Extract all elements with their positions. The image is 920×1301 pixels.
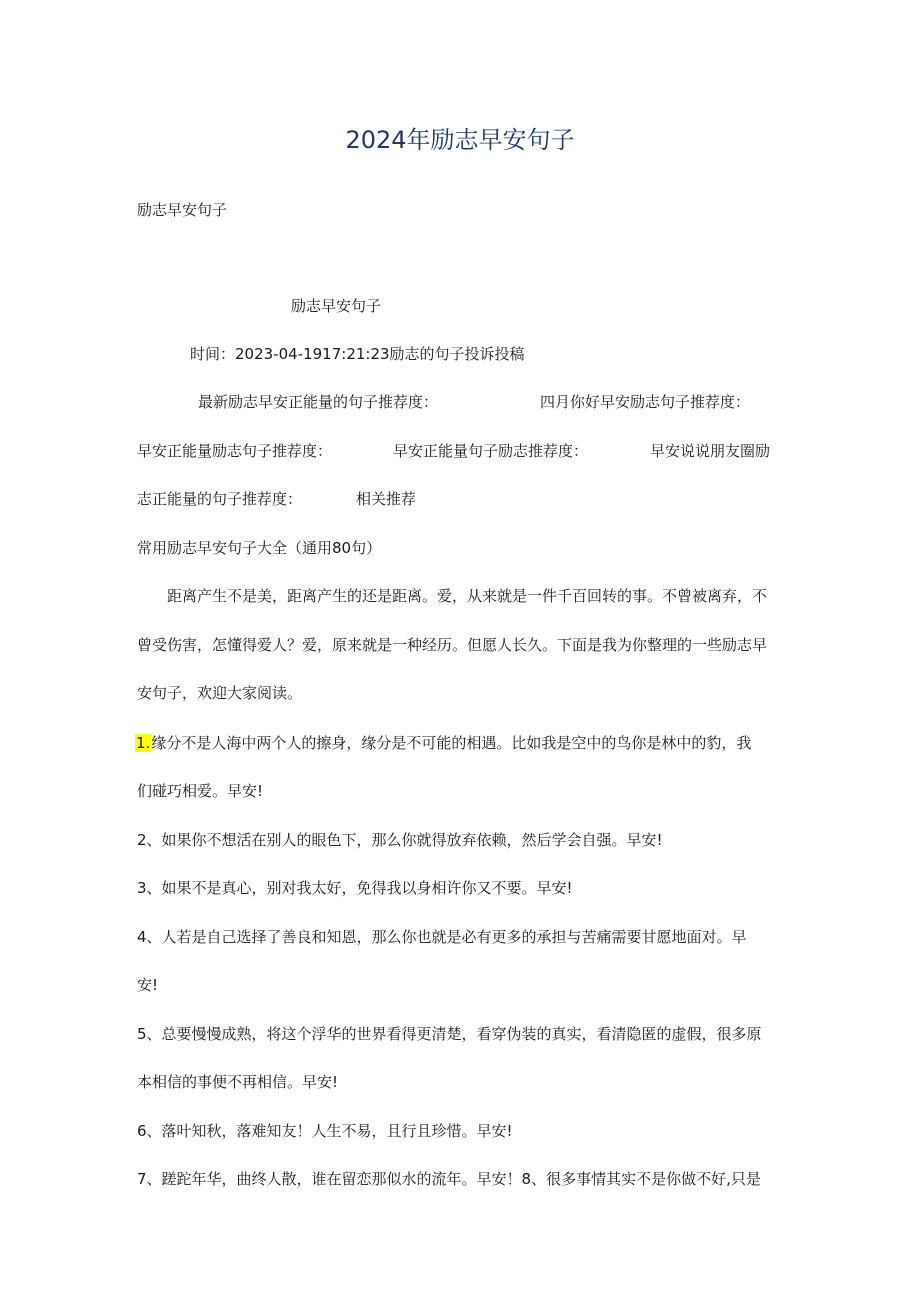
center-heading: 励志早安句子 <box>291 297 382 315</box>
list-item-continuation: 们碰巧相爱。早安! <box>137 782 264 800</box>
recommendation-link[interactable]: 最新励志早安正能量的句子推荐度： <box>198 393 439 411</box>
document-title: 2024年励志早安句子 <box>345 126 575 154</box>
intro-paragraph-line: 曾受伤害，怎懂得爱人？爱，原来就是一种经历。但愿人长久。下面是我为你整理的一些励志早 <box>137 636 768 654</box>
subtitle: 励志早安句子 <box>137 201 228 219</box>
list-item: 2、如果你不想活在别人的眼色下，那么你就得放弃依赖，然后学会自强。早安! <box>137 831 663 849</box>
list-item: 6、落叶知秋，落难知友！人生不易，且行且珍惜。早安! <box>137 1122 513 1140</box>
item-text: 缘分不是人海中两个人的擦身，缘分是不可能的相遇。比如我是空中的鸟你是林中的豹，我 <box>151 734 752 752</box>
recommendation-link[interactable]: 早安正能量励志句子推荐度： <box>137 442 333 460</box>
recommendation-link[interactable]: 早安正能量句子励志推荐度： <box>393 442 589 460</box>
list-item: 5、总要慢慢成熟，将这个浮华的世界看得更清楚，看穿伪装的真实，看清隐匿的虚假，很多原 <box>137 1025 762 1043</box>
list-item-continuation: 本相信的事便不再相信。早安! <box>137 1073 339 1091</box>
section-heading: 常用励志早安句子大全（通用80句） <box>137 539 382 557</box>
list-item <box>135 731 751 755</box>
recommendation-link[interactable]: 早安说说朋友圈励 <box>650 442 771 460</box>
related-recommendations[interactable]: 相关推荐 <box>356 490 417 508</box>
intro-paragraph-line: 距离产生不是美，距离产生的还是距离。爱，从来就是一件千百回转的事。不曾被离弃，不 <box>167 587 768 605</box>
item-number-highlight: 1. <box>136 734 151 752</box>
list-item-continuation: 安! <box>137 976 159 994</box>
recommendation-link[interactable]: 志正能量的句子推荐度： <box>137 490 303 508</box>
recommendation-link[interactable]: 四月你好早安励志句子推荐度： <box>540 393 751 411</box>
list-item: 3、如果不是真心，别对我太好，免得我以身相许你又不要。早安! <box>137 879 573 897</box>
list-item: 4、人若是自己选择了善良和知恩，那么你也就是必有更多的承担与苦痛需要甘愿地面对。早 <box>137 928 747 946</box>
intro-paragraph-line: 安句子，欢迎大家阅读。 <box>137 684 303 702</box>
list-item: 7、蹉跎年华，曲终人散，谁在留恋那似水的流年。早安！8、很多事情其实不是你做不好,只是 <box>137 1170 761 1188</box>
meta-line: 时间：2023-04-1917:21:23励志的句子投诉投稿 <box>190 345 525 363</box>
